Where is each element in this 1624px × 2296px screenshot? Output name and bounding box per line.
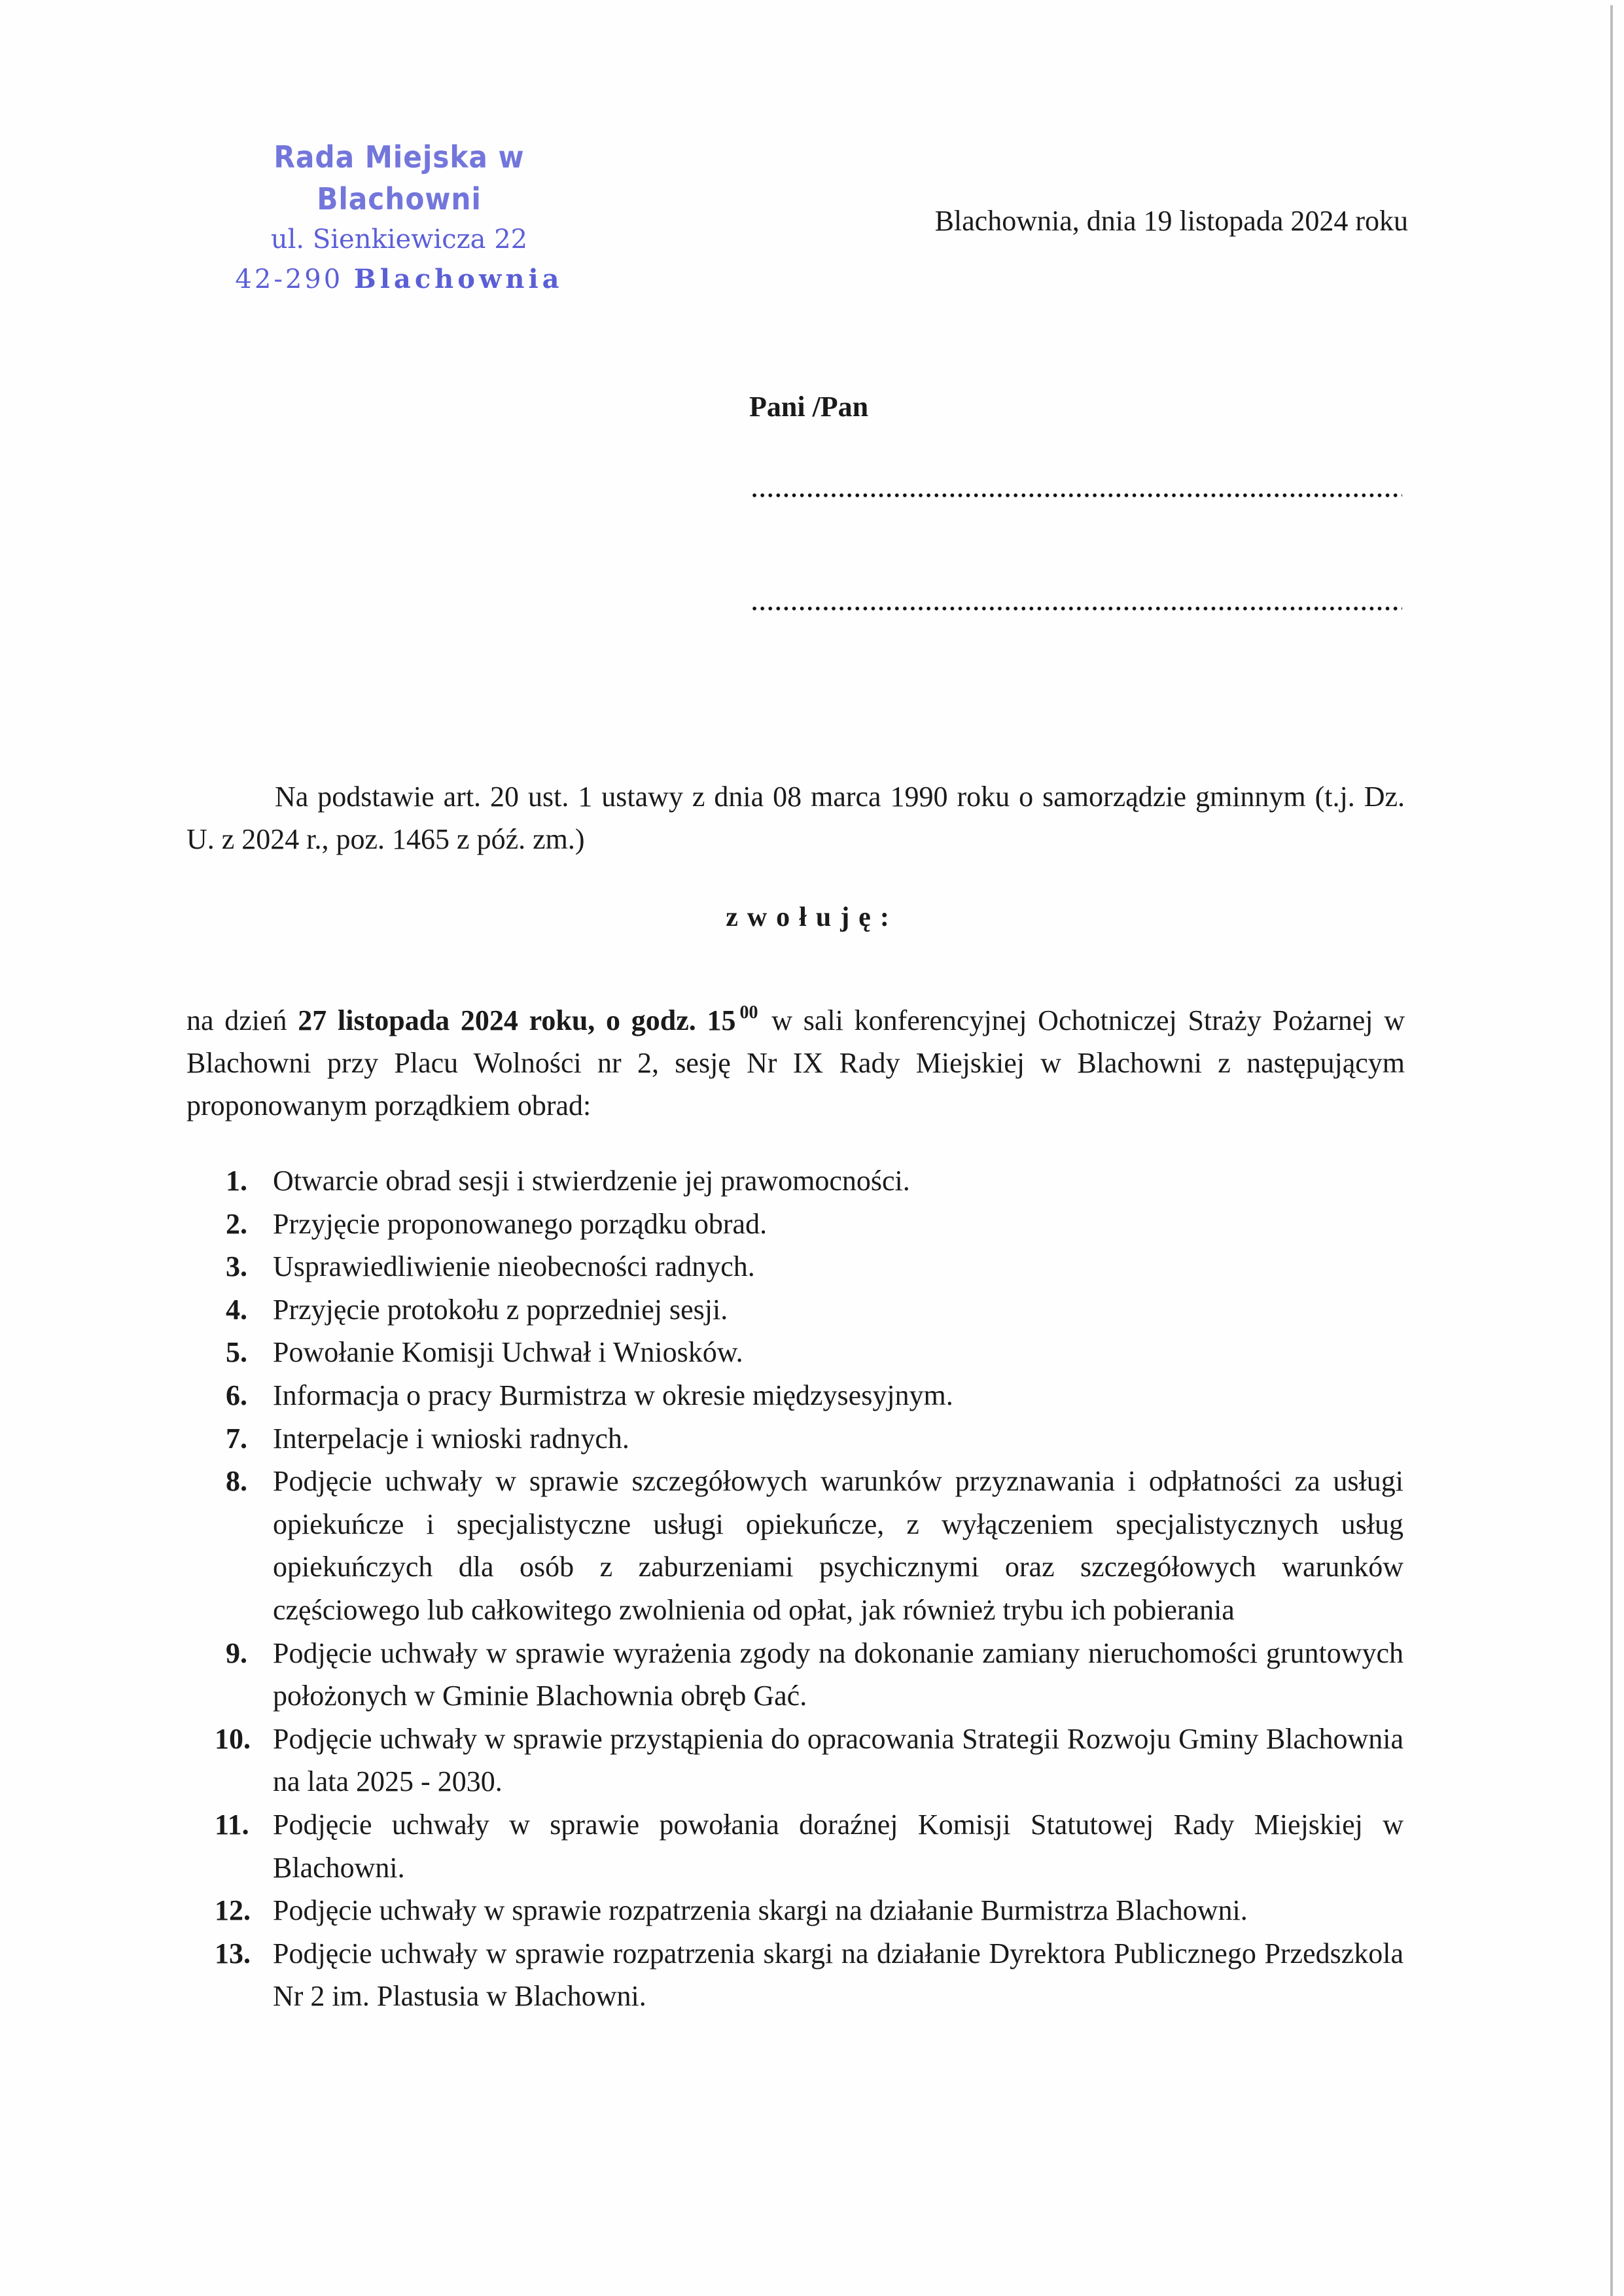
agenda-item-text: Podjęcie uchwały w sprawie wyrażenia zgody na dokonanie zamiany nieruchomości gruntowych położonych w Gminie Blachownia obręb Gać. (273, 1636, 1403, 1712)
agenda-item-text: Interpelacje i wnioski radnych. (273, 1422, 629, 1455)
legal-basis-paragraph: Na podstawie art. 20 ust. 1 ustawy z dnia 08 marca 1990 roku o samorządzie gminnym (t.j. Dz. U. z 2024 r., poz. 1465 z póź. zm.) (186, 781, 1405, 855)
agenda-item-number: 9. (226, 1636, 247, 1669)
agenda-item (226, 1460, 1403, 1631)
convening-heading: zwołuję: (726, 902, 898, 932)
agenda-item-number: 5. (226, 1336, 247, 1369)
stamp-line-city (196, 259, 602, 300)
agenda-item (226, 1632, 1403, 1718)
agenda-item (215, 1932, 1403, 2018)
agenda-item (226, 1159, 1403, 1203)
agenda-item (226, 1417, 1403, 1460)
agenda-item (226, 1203, 1403, 1246)
stamp-line-street: ul. Sienkiewicza 22 (270, 224, 528, 255)
agenda-item-text: Podjęcie uchwały w sprawie rozpatrzenia skargi na działanie Burmistrza Blachowni. (273, 1894, 1248, 1927)
recipient-name-dotted-line (750, 492, 1402, 499)
agenda-item-text: Informacja o pracy Burmistrza w okresie międzysesyjnym. (273, 1379, 953, 1411)
session-date-time: 27 listopada 2024 roku, o godz. 15 (298, 1004, 736, 1036)
session-intro-paragraph (186, 991, 1405, 1127)
session-time-minutes: 00 (739, 1002, 758, 1023)
agenda-item-text: Przyjęcie protokołu z poprzedniej sesji. (273, 1293, 728, 1326)
agenda-item (215, 1803, 1403, 1889)
stamp-city-name: Blachownia (353, 264, 563, 294)
agenda-item-number: 12. (215, 1894, 251, 1927)
agenda-item-number: 7. (226, 1422, 247, 1455)
agenda-item-text: Przyjęcie proponowanego porządku obrad. (273, 1207, 768, 1240)
agenda-item-number: 11. (215, 1808, 249, 1841)
agenda-item (226, 1245, 1403, 1288)
agenda-item-number: 13. (215, 1937, 251, 1969)
agenda-item-text: Otwarcie obrad sesji i stwierdzenie jej prawomocności. (273, 1165, 910, 1197)
agenda-item-text: Podjęcie uchwały w sprawie przystąpienia do opracowania Strategii Rozwoju Gminy Blachownia na lata 2025 - 2030. (273, 1722, 1403, 1798)
agenda-list (215, 1159, 1403, 2018)
agenda-item (226, 1331, 1403, 1374)
stamp-line-office: Rada Miejska w Blachowni (274, 139, 525, 217)
agenda-item (226, 1288, 1403, 1332)
agenda-item-number: 2. (226, 1207, 247, 1240)
agenda-item-number: 4. (226, 1293, 247, 1326)
intro-prefix: na dzień (186, 1004, 298, 1036)
agenda-item (226, 1374, 1403, 1417)
agenda-item-text: Powołanie Komisji Uchwał i Wniosków. (273, 1336, 743, 1369)
stamp-postal-code: 42-290 (235, 264, 344, 294)
agenda-item (215, 1718, 1403, 1803)
agenda-item-number: 3. (226, 1250, 247, 1283)
agenda-item-text: Podjęcie uchwały w sprawie szczegółowych warunków przyznawania i odpłatności za usługi opiekuńcze i specjalistyczne usługi opiekuńcze, z wyłączeniem specjalistycznych usług opiekuńczych dla osób z zaburzeniami psychicznymi oraz szczegółowych warunków częściowego lub całkowitego zwolnienia od opłat, jak również trybu ich pobierania (273, 1465, 1403, 1626)
recipient-salutation: Pani /Pan (749, 391, 869, 423)
session-location-text: w sali konferencyjnej Ochotniczej Straży Pożarnej w Blachowni przy Placu Wolności nr 2, sesję Nr IX Rady Miejskiej w Blachowni z następującym proponowanym porządkiem obrad: (186, 1004, 1405, 1122)
scan-edge-line (1610, 5, 1613, 2296)
agenda-item (215, 1889, 1403, 1932)
agenda-item-text: Podjęcie uchwały w sprawie powołania doraźnej Komisji Statutowej Rady Miejskiej w Blachowni. (273, 1808, 1403, 1884)
agenda-item-number: 1. (226, 1165, 247, 1197)
place-date-line: Blachownia, dnia 19 listopada 2024 roku (934, 205, 1408, 237)
agenda-item-number: 10. (215, 1722, 251, 1755)
agenda-item-text: Usprawiedliwienie nieobecności radnych. (273, 1250, 755, 1283)
agenda-item-number: 6. (226, 1379, 247, 1411)
agenda-item-text: Podjęcie uchwały w sprawie rozpatrzenia skargi na działanie Dyrektora Publicznego Przedszkola Nr 2 im. Plastusia w Blachowni. (273, 1937, 1403, 2013)
agenda-item-number: 8. (226, 1465, 247, 1498)
office-stamp (196, 136, 602, 300)
recipient-address-dotted-line (750, 605, 1402, 612)
